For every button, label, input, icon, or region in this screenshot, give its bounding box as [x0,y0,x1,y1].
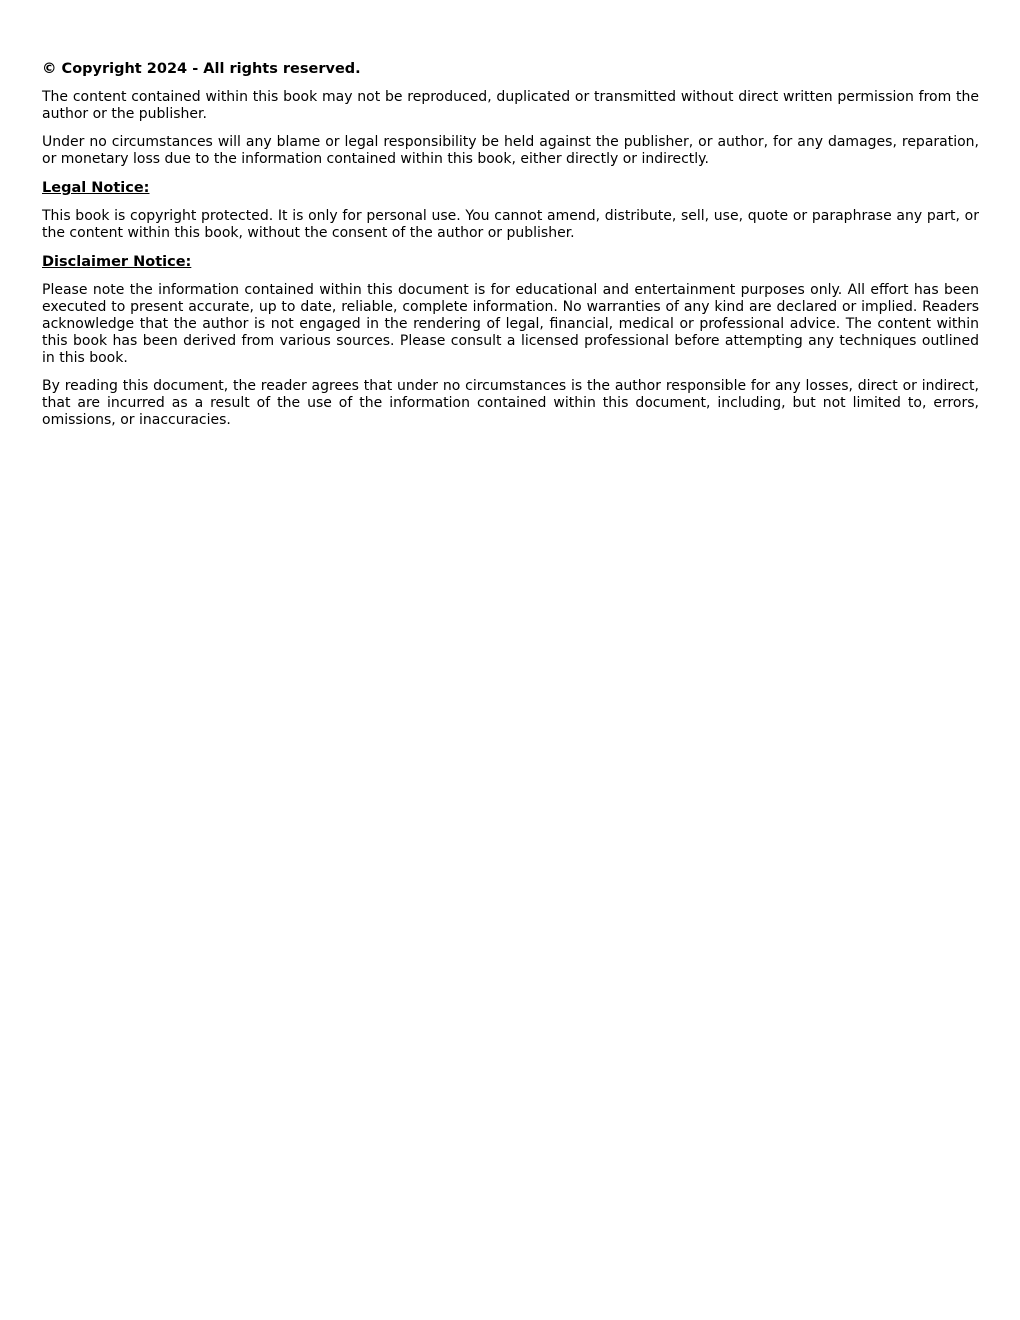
liability-paragraph: Under no circumstances will any blame or legal responsibility be held against the publisher, or author, for any damages, reparation, or monetary loss due to the information contained within this book, either directly or indirectly. [42,134,979,167]
copyright-page [42,60,979,440]
reader-agreement-paragraph: By reading this document, the reader agrees that under no circumstances is the author responsible for any losses, direct or indirect, that are incurred as a result of the use of the information contained within this document, including, but not limited to, errors, omissions, or inaccuracies. [42,378,979,428]
legal-notice-heading: Legal Notice: [42,180,150,196]
copyright-heading: © Copyright 2024 - All rights reserved. [42,61,361,77]
disclaimer-notice-heading: Disclaimer Notice: [42,254,192,270]
legal-notice-paragraph: This book is copyright protected. It is only for personal use. You cannot amend, distribute, sell, use, quote or paraphrase any part, or the content within this book, without the consent of the author or publisher. [42,208,979,241]
disclaimer-paragraph: Please note the information contained within this document is for educational and entertainment purposes only. All effort has been executed to present accurate, up to date, reliable, complete information. No warranties of any kind are declared or implied. Readers acknowledge that the author is not engaged in the rendering of legal, financial, medical or professional advice. The content within this book has been derived from various sources. Please consult a licensed professional before attempting any techniques outlined in this book. [42,282,979,366]
reproduction-paragraph: The content contained within this book may not be reproduced, duplicated or transmitted without direct written permission from the author or the publisher. [42,89,979,122]
